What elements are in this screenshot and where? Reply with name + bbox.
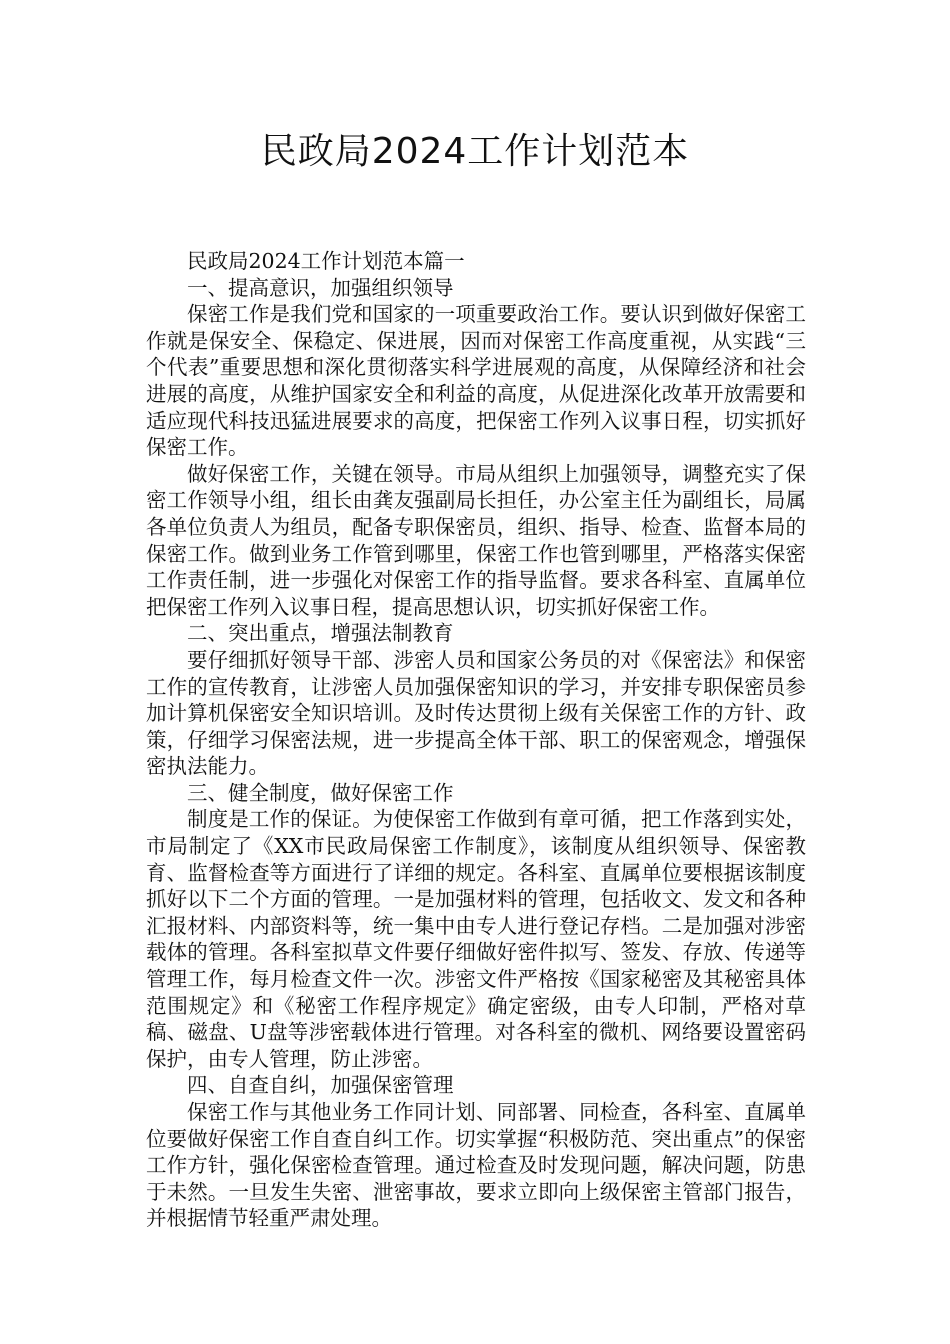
subsection-heading: 一、提高意识，加强组织领导	[187, 275, 454, 300]
section-heading: 民政局2024工作计划范本篇一	[187, 249, 465, 273]
subsection-heading: 四、自查自纠，加强保密管理	[187, 1073, 454, 1098]
body-paragraph: 保密工作是我们党和国家的一项重要政治工作。要认识到做好保密工作就是保安全、保稳定、保进展，因而对保密工作高度重视，从实践“三个代表”重要思想和深化贯彻落实科学进展观的高度，从保障经济和社会进展的高度，从维护国家安全和利益的高度，从促进深化改革开放需要和适应现代科技迅猛进展要求的高度，把保密工作列入议事日程，切实抓好保密工作。	[146, 302, 806, 460]
document-body	[146, 248, 806, 1232]
subsection-heading: 三、健全制度，做好保密工作	[187, 780, 454, 805]
body-paragraph: 做好保密工作，关键在领导。市局从组织上加强领导，调整充实了保密工作领导小组，组长由龚友强副局长担任，办公室主任为副组长，局属各单位负责人为组员，配备专职保密员，组织、指导、检查、监督本局的保密工作。做到业务工作管到哪里，保密工作也管到哪里，严格落实保密工作责任制，进一步强化对保密工作的指导监督。要求各科室、直属单位把保密工作列入议事日程，提高思想认识，切实抓好保密工作。	[146, 461, 806, 619]
body-paragraph: 要仔细抓好领导干部、涉密人员和国家公务员的对《保密法》和保密工作的宣传教育，让涉密人员加强保密知识的学习，并安排专职保密员参加计算机保密安全知识培训。及时传达贯彻上级有关保密工作的方针、政策，仔细学习保密法规，进一步提高全体干部、职工的保密观念，增强保密执法能力。	[146, 647, 806, 779]
body-paragraph: 制度是工作的保证。为使保密工作做到有章可循，把工作落到实处，市局制定了《XX市民政局保密工作制度》，该制度从组织领导、保密教育、监督检查等方面进行了详细的规定。各科室、直属单位要根据该制度抓好以下二个方面的管理。一是加强材料的管理，包括收文、发文和各种汇报材料、内部资料等，统一集中由专人进行登记存档。二是加强对涉密载体的管理。各科室拟草文件要仔细做好密件拟写、签发、存放、传递等管理工作，每月检查文件一次。涉密文件严格按《国家秘密及其秘密具体范围规定》和《秘密工作程序规定》确定密级，由专人印制，严格对草稿、磁盘、U盘等涉密载体进行管理。对各科室的微机、网络要设置密码保护，由专人管理，防止涉密。	[146, 807, 806, 1071]
body-paragraph: 保密工作与其他业务工作同计划、同部署、同检查，各科室、直属单位要做好保密工作自查自纠工作。切实掌握“积极防范、突出重点”的保密工作方针，强化保密检查管理。通过检查及时发现问题，解决问题，防患于未然。一旦发生失密、泄密事故，要求立即向上级保密主管部门报告，并根据情节轻重严肃处理。	[146, 1100, 806, 1231]
document-title: 民政局2024工作计划范本	[260, 131, 690, 172]
subsection-heading: 二、突出重点，增强法制教育	[187, 621, 454, 646]
